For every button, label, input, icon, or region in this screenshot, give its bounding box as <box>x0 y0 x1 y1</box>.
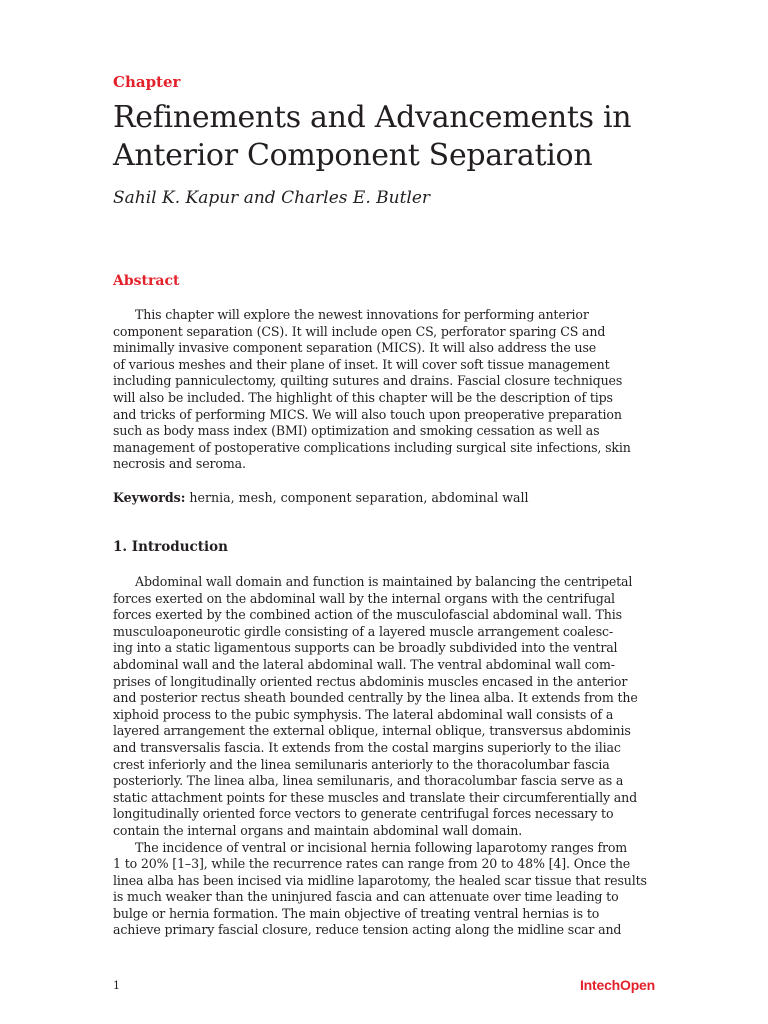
intro-line: forces exerted on the abdominal wall by the internal organs with the centrifugal <box>113 590 615 606</box>
publisher-logo: IntechOpen <box>579 977 655 993</box>
intro-line: abdominal wall and the lateral abdominal wall. The ventral abdominal wall com- <box>113 656 615 672</box>
intro-line: The incidence of ventral or incisional hernia following laparotomy ranges from <box>135 839 628 855</box>
introduction-heading: 1. Introduction <box>113 539 228 555</box>
intro-line: bulge or hernia formation. The main objective of treating ventral hernias is to <box>113 905 600 921</box>
chapter-title <box>113 99 673 175</box>
abstract-line: including panniculectomy, quilting sutures and drains. Fascial closure techniques <box>113 373 623 389</box>
abstract-line: component separation (CS). It will include open CS, perforator sparing CS and <box>113 323 606 339</box>
abstract-line: This chapter will explore the newest innovations for performing anterior <box>135 307 589 322</box>
intro-line: forces exerted by the combined action of the musculofascial abdominal wall. This <box>113 607 622 623</box>
intro-line: prises of longitudinally oriented rectus abdominis muscles encased in the anterior <box>113 673 628 689</box>
introduction-body <box>113 574 658 939</box>
title-line: Anterior Component Separation <box>113 138 593 173</box>
title-line: Refinements and Advancements in <box>113 100 632 135</box>
abstract-line: such as body mass index (BMI) optimization and smoking cessation as well as <box>113 423 600 439</box>
keywords-text: hernia, mesh, component separation, abdominal wall <box>185 490 529 505</box>
intro-line: musculoaponeurotic girdle consisting of a layered muscle arrangement coalesc- <box>113 623 614 639</box>
intro-line: Abdominal wall domain and function is maintained by balancing the centripetal <box>135 574 633 589</box>
keywords-label: Keywords: <box>113 490 186 505</box>
intro-line: linea alba has been incised via midline laparotomy, the healed scar tissue that results <box>113 872 647 888</box>
intro-line: layered arrangement the external oblique, internal oblique, transversus abdominis <box>113 723 631 739</box>
abstract-body <box>113 307 658 473</box>
abstract-line: minimally invasive component separation (MICS). It will also address the use <box>113 340 597 356</box>
intro-line: 1 to 20% [1–3], while the recurrence rates can range from 20 to 48% [4]. Once the <box>113 856 631 872</box>
intro-line: posteriorly. The linea alba, linea semilunaris, and thoracolumbar fascia serve as a <box>113 773 624 789</box>
intro-line: is much weaker than the uninjured fascia and can attenuate over time leading to <box>113 889 619 905</box>
authors: Sahil K. Kapur and Charles E. Butler <box>113 188 431 208</box>
abstract-line: management of postoperative complications including surgical site infections, skin <box>113 439 631 455</box>
intro-line: achieve primary fascial closure, reduce tension acting along the midline scar and <box>113 922 622 938</box>
intro-line: and posterior rectus sheath bounded centrally by the linea alba. It extends from the <box>113 690 638 706</box>
abstract-line: of various meshes and their plane of inset. It will cover soft tissue management <box>113 356 610 372</box>
intro-line: longitudinally oriented force vectors to generate centrifugal forces necessary to <box>113 806 614 822</box>
intro-line: static attachment points for these muscles and translate their circumferentially and <box>113 789 638 805</box>
abstract-heading: Abstract <box>113 273 180 289</box>
intro-line: and transversalis fascia. It extends from the costal margins superiorly to the iliac <box>113 739 621 755</box>
abstract-line: and tricks of performing MICS. We will also touch upon preoperative preparation <box>113 406 622 422</box>
intro-line: ing into a static ligamentous supports can be broadly subdivided into the ventral <box>113 640 618 656</box>
abstract-line: will also be included. The highlight of this chapter will be the description of tips <box>113 389 613 405</box>
intro-line: contain the internal organs and maintain abdominal wall domain. <box>113 822 523 838</box>
intro-line: crest inferiorly and the linea semilunaris anteriorly to the thoracolumbar fascia <box>113 756 610 772</box>
intro-line: xiphoid process to the pubic symphysis. The lateral abdominal wall consists of a <box>113 706 614 722</box>
abstract-line: necrosis and seroma. <box>113 456 246 472</box>
chapter-label: Chapter <box>113 73 181 91</box>
keywords <box>113 490 529 505</box>
page-number: 1 <box>113 979 120 992</box>
